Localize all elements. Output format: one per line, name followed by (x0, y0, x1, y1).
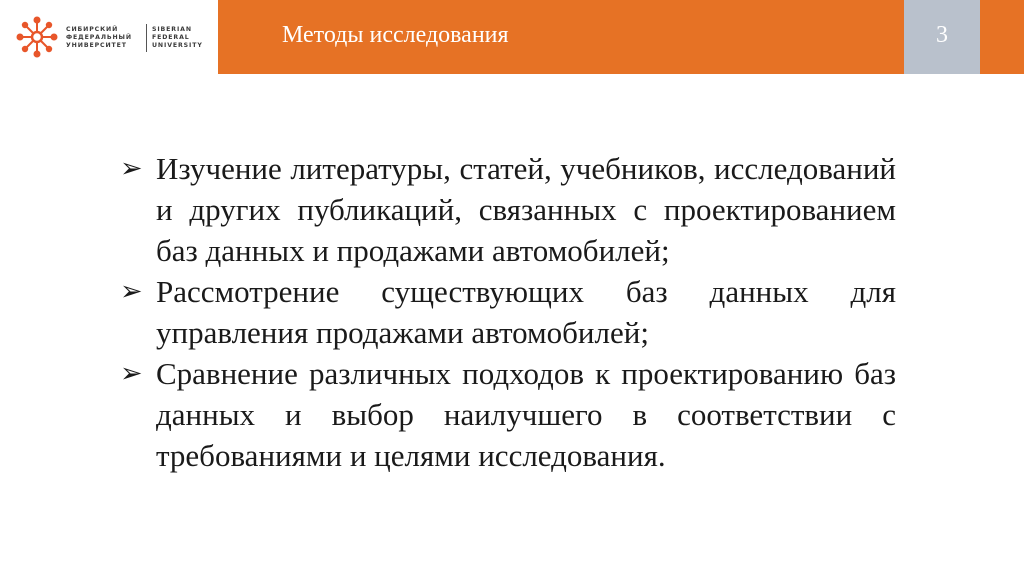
logo-en-line: SIBERIAN (152, 26, 192, 33)
arrow-bullet-icon: ➢ (120, 276, 143, 306)
page-number-box (904, 0, 980, 74)
bullet-list (120, 148, 896, 476)
header-edge-strip (980, 0, 1024, 74)
list-item-text: Рассмотрение существующих баз данных для управления продажами автомобилей; (156, 274, 896, 350)
page-number: 3 (936, 22, 948, 48)
arrow-bullet-icon: ➢ (120, 153, 143, 183)
logo-ru-line: ФЕДЕРАЛЬНЫЙ (66, 34, 132, 41)
list-item (120, 271, 896, 353)
logo-text-ru (66, 26, 132, 50)
slide-title: Методы исследования (282, 22, 509, 48)
university-logo-icon (16, 16, 58, 58)
list-item-text: Изучение литературы, статей, учебников, исследований и других публикаций, связанных с проектированием баз данных и продажами автомобилей; (156, 151, 896, 268)
logo-en-line: FEDERAL (152, 34, 190, 41)
list-item (120, 148, 896, 271)
university-logo (0, 0, 218, 74)
logo-ru-line: УНИВЕРСИТЕТ (66, 42, 127, 49)
list-item (120, 353, 896, 476)
list-item-text: Сравнение различных подходов к проектированию баз данных и выбор наилучшего в соответствии с требованиями и целями исследования. (156, 356, 896, 473)
logo-en-line: UNIVERSITY (152, 42, 203, 49)
title-bar (218, 0, 904, 74)
arrow-bullet-icon: ➢ (120, 358, 143, 388)
logo-divider (146, 24, 147, 52)
logo-text-en (152, 26, 203, 50)
logo-ru-line: СИБИРСКИЙ (66, 26, 119, 33)
